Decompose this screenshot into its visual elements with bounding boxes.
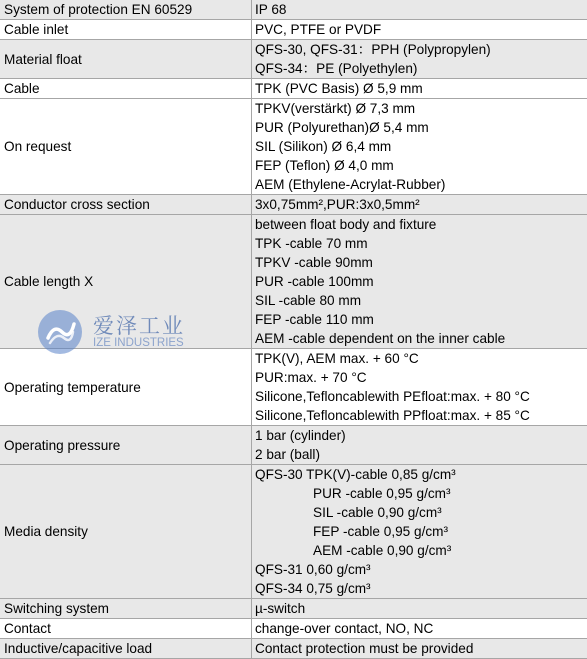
spec-label: On request	[0, 99, 252, 195]
spec-value-line: QFS-30, QFS-31：PPH (Polypropylen)	[255, 40, 587, 59]
spec-row	[0, 99, 587, 195]
spec-value-line: FEP -cable 0,95 g/cm³	[255, 522, 587, 541]
spec-label: System of protection EN 60529	[0, 0, 252, 20]
spec-label: Cable inlet	[0, 20, 252, 40]
spec-row	[0, 599, 587, 619]
spec-row	[0, 465, 587, 599]
spec-value-line: 2 bar (ball)	[255, 445, 587, 464]
spec-value-line: TPK (PVC Basis) Ø 5,9 mm	[255, 79, 587, 98]
spec-value-line: Contact protection must be provided	[255, 639, 587, 658]
spec-value	[252, 215, 587, 349]
spec-value-line: AEM -cable 0,90 g/cm³	[255, 541, 587, 560]
spec-value-line: Silicone,Tefloncablewith PPfloat:max. + 85 °C	[255, 406, 587, 425]
spec-label: Switching system	[0, 599, 252, 619]
spec-row	[0, 639, 587, 659]
spec-value-line: SIL -cable 0,90 g/cm³	[255, 503, 587, 522]
spec-row	[0, 40, 587, 79]
spec-value-line: AEM -cable dependent on the inner cable	[255, 329, 587, 348]
spec-value-line: QFS-34：PE (Polyethylen)	[255, 59, 587, 78]
spec-value-line: PUR (Polyurethan)Ø 5,4 mm	[255, 118, 587, 137]
spec-row	[0, 349, 587, 426]
spec-value	[252, 426, 587, 465]
spec-value-line: TPK(V), AEM max. + 60 °C	[255, 349, 587, 368]
spec-value-line: PUR:max. + 70 °C	[255, 368, 587, 387]
spec-value-line: between float body and fixture	[255, 215, 587, 234]
spec-value	[252, 99, 587, 195]
spec-label: Inductive/capacitive load	[0, 639, 252, 659]
spec-value-line: µ-switch	[255, 599, 587, 618]
spec-value-line: FEP (Teflon) Ø 4,0 mm	[255, 156, 587, 175]
watermark-en: IZE INDUSTRIES	[93, 337, 184, 349]
spec-value-line: SIL -cable 80 mm	[255, 291, 587, 310]
spec-label: Cable length X	[0, 215, 252, 349]
spec-value-line: PVC, PTFE or PVDF	[255, 20, 587, 39]
spec-value-line: TPK -cable 70 mm	[255, 234, 587, 253]
spec-value-line: FEP -cable 110 mm	[255, 310, 587, 329]
spec-value-line: QFS-31 0,60 g/cm³	[255, 560, 587, 579]
spec-value-line: IP 68	[255, 0, 587, 19]
spec-row	[0, 0, 587, 20]
watermark-cn: 爱泽工业	[93, 310, 185, 340]
spec-row	[0, 195, 587, 215]
spec-value-line: PUR -cable 100mm	[255, 272, 587, 291]
spec-value-line: TPKV -cable 90mm	[255, 253, 587, 272]
spec-value-line: QFS-34 0,75 g/cm³	[255, 579, 587, 598]
spec-value-line: 3x0,75mm²,PUR:3x0,5mm²	[255, 195, 587, 214]
spec-row	[0, 619, 587, 639]
spec-value-line: 1 bar (cylinder)	[255, 426, 587, 445]
spec-value-line: SIL (Silikon) Ø 6,4 mm	[255, 137, 587, 156]
spec-value	[252, 195, 587, 215]
spec-row	[0, 426, 587, 465]
spec-label: Conductor cross section	[0, 195, 252, 215]
spec-value	[252, 79, 587, 99]
spec-value	[252, 0, 587, 20]
logo-circle-icon	[38, 310, 82, 354]
spec-row	[0, 20, 587, 40]
spec-value	[252, 619, 587, 639]
spec-value	[252, 465, 587, 599]
spec-value	[252, 20, 587, 40]
spec-label: Cable	[0, 79, 252, 99]
spec-value-line: TPKV(verstärkt) Ø 7,3 mm	[255, 99, 587, 118]
spec-label: Operating pressure	[0, 426, 252, 465]
spec-value-line: AEM (Ethylene-Acrylat-Rubber)	[255, 175, 587, 194]
spec-value	[252, 40, 587, 79]
spec-value-line: PUR -cable 0,95 g/cm³	[255, 484, 587, 503]
spec-value-line: QFS-30 TPK(V)-cable 0,85 g/cm³	[255, 465, 587, 484]
spec-label: Media density	[0, 465, 252, 599]
spec-value	[252, 639, 587, 659]
spec-label: Material float	[0, 40, 252, 79]
spec-label: Contact	[0, 619, 252, 639]
watermark-logo	[38, 310, 208, 358]
spec-value-line: Silicone,Tefloncablewith PEfloat:max. + 80 °C	[255, 387, 587, 406]
spec-value-line: change-over contact, NO, NC	[255, 619, 587, 638]
spec-row	[0, 79, 587, 99]
spec-value	[252, 599, 587, 619]
spec-value	[252, 349, 587, 426]
spec-label: Operating temperature	[0, 349, 252, 426]
